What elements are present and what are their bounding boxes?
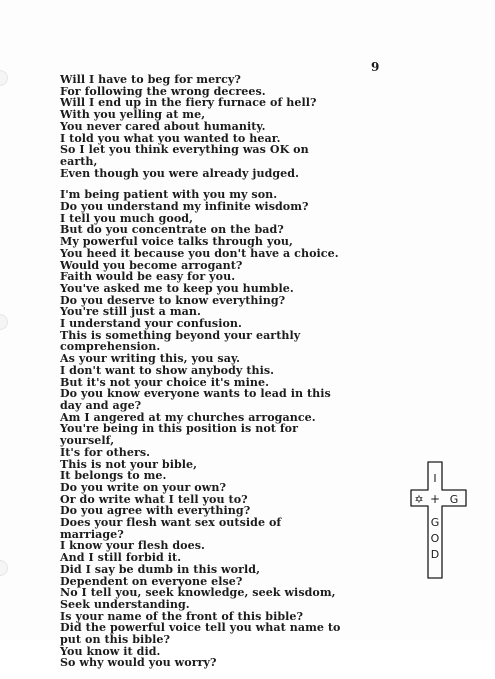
text-line: marriage? [60,527,124,541]
text-line: You never cared about humanity. [60,119,266,133]
text-line: For following the wrong decrees. [60,84,266,98]
poem-text [60,74,400,679]
text-line: And I still forbid it. [60,551,182,565]
text-line: Even though you were already judged. [60,166,300,180]
text-line: Faith would be easy for you. [60,270,236,284]
text-line: This is something beyond your earthly [60,328,301,342]
text-line: Seek understanding. [60,597,190,611]
text-line: Or do write what I tell you to? [60,492,248,506]
text-line: Would you become arrogant? [60,258,243,272]
text-line: I told you what you wanted to hear. [60,131,281,145]
text-line: Is your name of the front of this bible? [60,609,304,623]
text-line: Do you agree with everything? [60,504,251,518]
text-line: Do you understand my infinite wisdom? [60,200,309,214]
text-line: Will I end up in the fiery furnace of hell? [60,96,317,110]
text-line: Do you write on your own? [60,480,227,494]
text-line: comprehension. [60,340,161,354]
text-line: It belongs to me. [60,469,167,483]
text-line: It's for others. [60,445,151,459]
cross-icon [408,460,470,580]
text-line: No I tell you, seek knowledge, seek wisdom, [60,586,336,600]
cross-right-letter: G [449,493,459,506]
text-line: I understand your confusion. [60,317,242,331]
text-line: With you yelling at me, [60,108,206,122]
text-line: So why would you worry? [60,656,217,670]
text-line: My powerful voice talks through you, [60,235,293,249]
text-line: This is not your bible, [60,457,198,471]
text-line: You know it did. [60,644,161,658]
text-line: You're still just a man. [60,305,201,319]
binder-hole [0,314,8,330]
stanza [60,189,400,669]
text-line: Does your flesh want sex outside of [60,516,282,530]
text-line: Dependent on everyone else? [60,574,243,588]
cross-top-letter: I [433,472,437,485]
text-line: You heed it because you don't have a choice. [60,246,339,260]
text-line: Did I say be dumb in this world, [60,562,260,576]
text-line: yourself, [60,434,115,448]
text-line: Did the powerful voice tell you what name to [60,621,341,635]
text-line: You've asked me to keep you humble. [60,281,294,295]
cross-letter-d: D [430,548,440,561]
text-line: day and age? [60,398,142,412]
text-line: Do you know everyone wants to lead in this [60,387,331,401]
page-number: 9 [371,60,380,74]
text-line: I tell you much good, [60,211,194,225]
text-line: I'm being patient with you my son. [60,188,278,202]
text-line: Am I angered at my churches arrogance. [60,410,316,424]
text-line: As your writing this, you say. [60,352,241,366]
text-line: But do you concentrate on the bad? [60,223,284,237]
text-line: I know your flesh does. [60,539,205,553]
stanza [60,74,400,179]
binder-hole [0,70,8,86]
text-line: You're being in this position is not for [60,422,299,436]
binder-hole [0,560,8,576]
star-of-david-icon: ✡ [414,493,424,506]
text-line: So I let you think everything was OK on [60,143,309,157]
text-line: But it's not your choice it's mine. [60,375,269,389]
text-line: earth, [60,154,98,168]
cross-drawing [408,460,470,580]
cross-letter-o: O [430,532,440,545]
text-line: Will I have to beg for mercy? [60,73,241,86]
text-line: put on this bible? [60,633,171,647]
cross-letter-g: G [430,516,440,529]
cross-center-plus: + [429,492,441,506]
text-line: I don't want to show anybody this. [60,363,275,377]
text-line: Do you deserve to know everything? [60,293,286,307]
